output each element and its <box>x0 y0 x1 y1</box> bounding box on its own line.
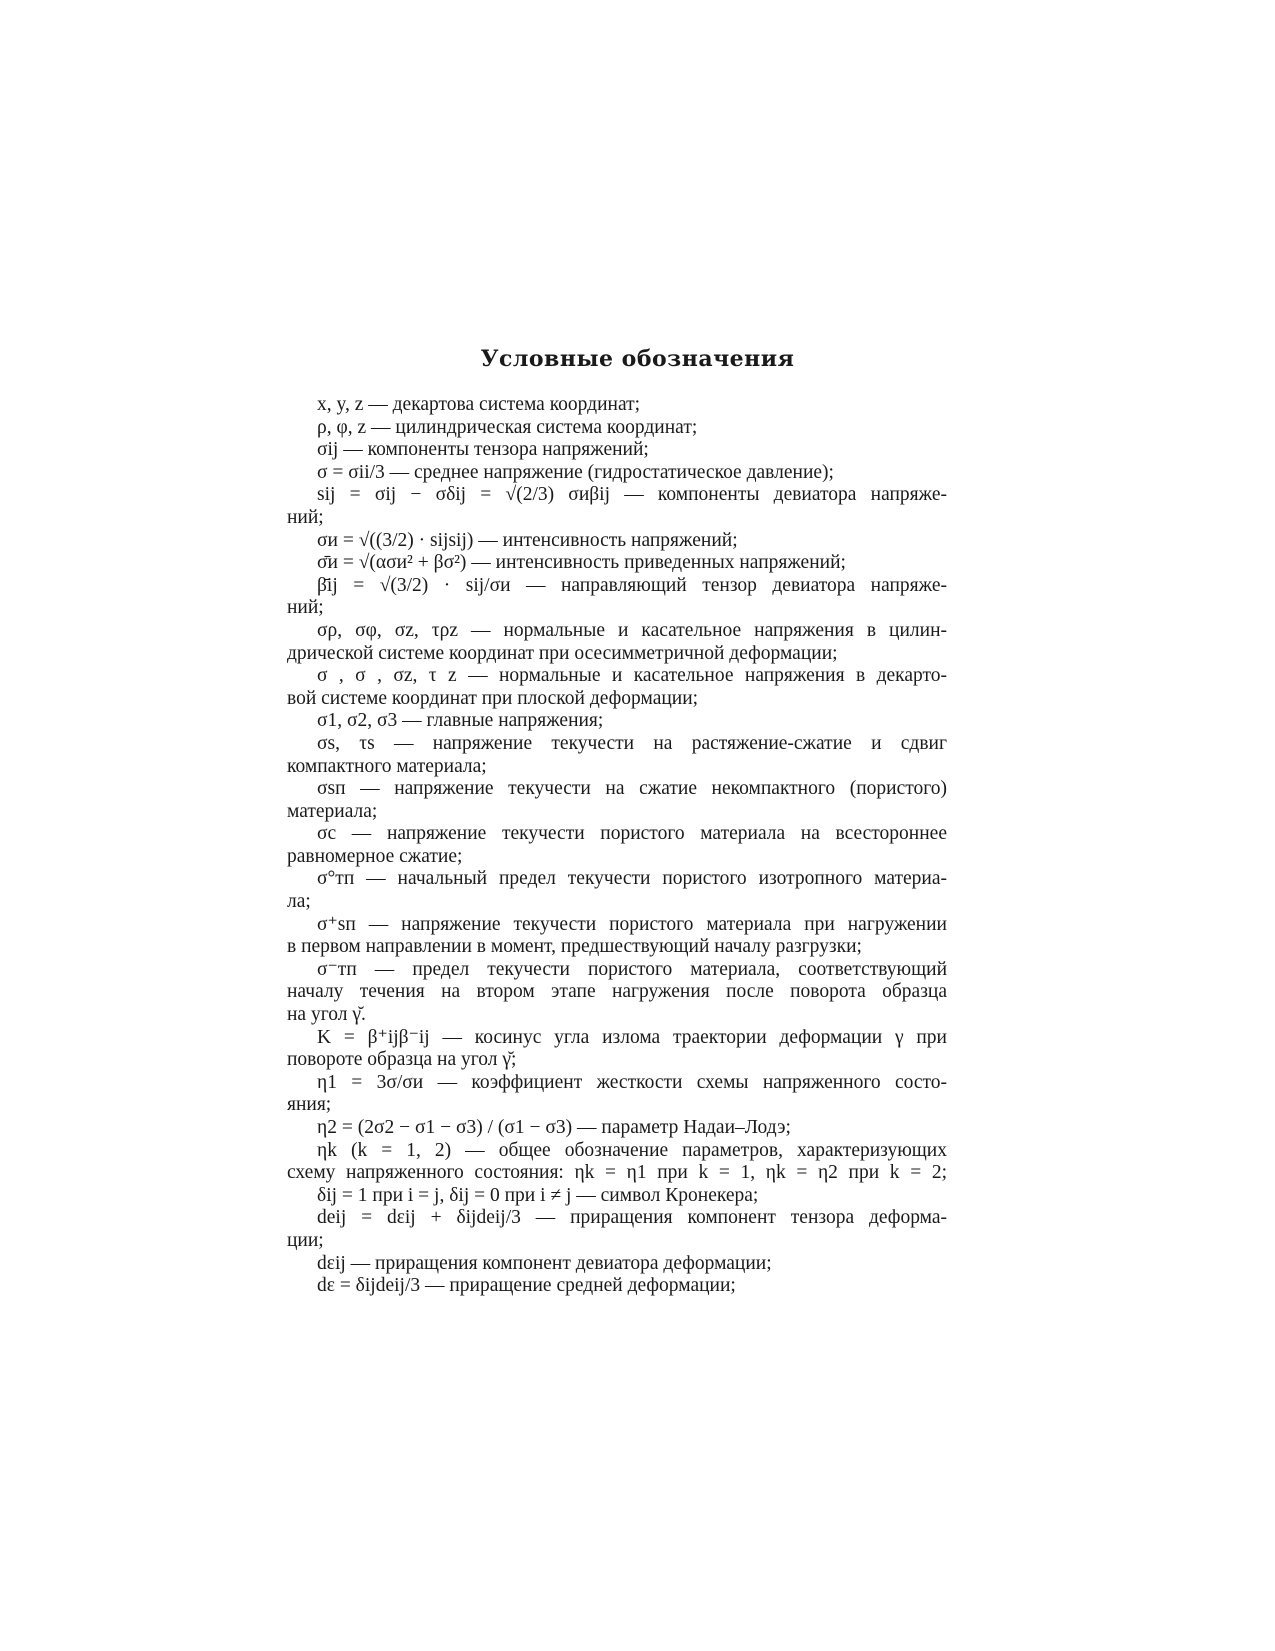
notation-continuation-line: повороте образца на угол γ̆; <box>287 1049 517 1071</box>
notation-continuation-line: дрической системе координат при осесимметричной деформации; <box>287 642 838 664</box>
notation-entry-line: σ1, σ2, σ3 — главные напряжения; <box>317 710 604 732</box>
notation-entry-line: ρ, φ, z — цилиндрическая система координат; <box>317 416 698 438</box>
notation-entry-line: x, y, z — декартова система координат; <box>317 394 641 415</box>
notation-continuation-line: яния; <box>287 1094 332 1116</box>
notation-entry-line: sij = σij − σδij = √(2/3) σиβij — компоненты девиатора напряже- <box>317 484 947 506</box>
notation-entry-line: σ°тп — начальный предел текучести пористого изотропного материа- <box>317 868 947 890</box>
notation-entry-line: β̄ij = √(3/2) · sij/σи — направляющий тензор девиатора напряже- <box>317 574 947 596</box>
notation-entry-line: σи = √((3/2) · sijsij) — интенсивность напряжений; <box>317 529 738 551</box>
notation-continuation-line: ний; <box>287 506 324 528</box>
notation-continuation-line: ла; <box>287 891 311 913</box>
notation-continuation-line: схему напряженного состояния: ηk = η1 при k = 1, ηk = η2 при k = 2; <box>287 1162 947 1184</box>
notation-entry-line: deij = dεij + δijdeij/3 — приращения компонент тензора деформа- <box>317 1207 947 1229</box>
notation-continuation-line: на угол γ̆. <box>287 1004 366 1026</box>
notation-continuation-line: ции; <box>287 1229 324 1251</box>
notation-entry-line: ηk (k = 1, 2) — общее обозначение параметров, характеризующих <box>317 1139 947 1161</box>
notation-continuation-line: в первом направлении в момент, предшествующий началу разгрузки; <box>287 936 862 958</box>
notation-entry-line: σ̄и = √(ασи² + βσ²) — интенсивность приведенных напряжений; <box>317 552 846 574</box>
notation-continuation-line: ний; <box>287 597 324 619</box>
notation-entry-line: σ⁺sп — напряжение текучести пористого материала при нагружении <box>317 913 947 935</box>
notation-continuation-line: компактного материала; <box>287 755 487 777</box>
notation-continuation-line: вой системе координат при плоской деформации; <box>287 687 699 709</box>
notation-entry-line: dε = δijdeij/3 — приращение средней деформации; <box>317 1275 736 1297</box>
notation-entry-line: dεij — приращения компонент девиатора деформации; <box>317 1252 772 1274</box>
notation-entry-line: σc — напряжение текучести пористого материала на всестороннее <box>317 823 947 845</box>
notation-entry-line: σij — компоненты тензора напряжений; <box>317 439 649 461</box>
notation-entry-line: σρ, σφ, σz, τρz — нормальные и касательное напряжения в цилин- <box>317 619 947 641</box>
notation-entry-line: η2 = (2σ2 − σ1 − σ3) / (σ1 − σ3) — параметр Надаи–Лодэ; <box>317 1117 791 1138</box>
notation-continuation-line: материала; <box>287 800 378 822</box>
notation-entry-line: σ⁻тп — предел текучести пористого материала, соответствующий <box>317 958 947 980</box>
notation-entry-line: K = β⁺ijβ⁻ij — косинус угла излома траектории деформации γ при <box>317 1026 947 1048</box>
notation-entry-line: δij = 1 при i = j, δij = 0 при i ≠ j — символ Кронекера; <box>317 1184 759 1206</box>
notation-continuation-line: равномерное сжатие; <box>287 845 463 867</box>
notation-continuation-line: началу течения на втором этапе нагружения после поворота образца <box>287 981 947 1003</box>
notation-entry-line: σ = σii/3 — среднее напряжение (гидростатическое давление); <box>317 461 834 483</box>
notation-entry-line: σsп — напряжение текучести на сжатие некомпактного (пористого) <box>317 778 947 800</box>
notation-list <box>287 394 947 1298</box>
notation-entry-line: σs, τs — напряжение текучести на растяжение-сжатие и сдвиг <box>317 732 947 754</box>
page-title: Условные обозначения <box>480 346 795 372</box>
notation-entry-line: σ , σ , σz, τ z — нормальные и касательное напряжения в декарто- <box>317 665 947 687</box>
notation-entry-line: η1 = 3σ/σи — коэффициент жесткости схемы напряженного состо- <box>317 1071 947 1093</box>
